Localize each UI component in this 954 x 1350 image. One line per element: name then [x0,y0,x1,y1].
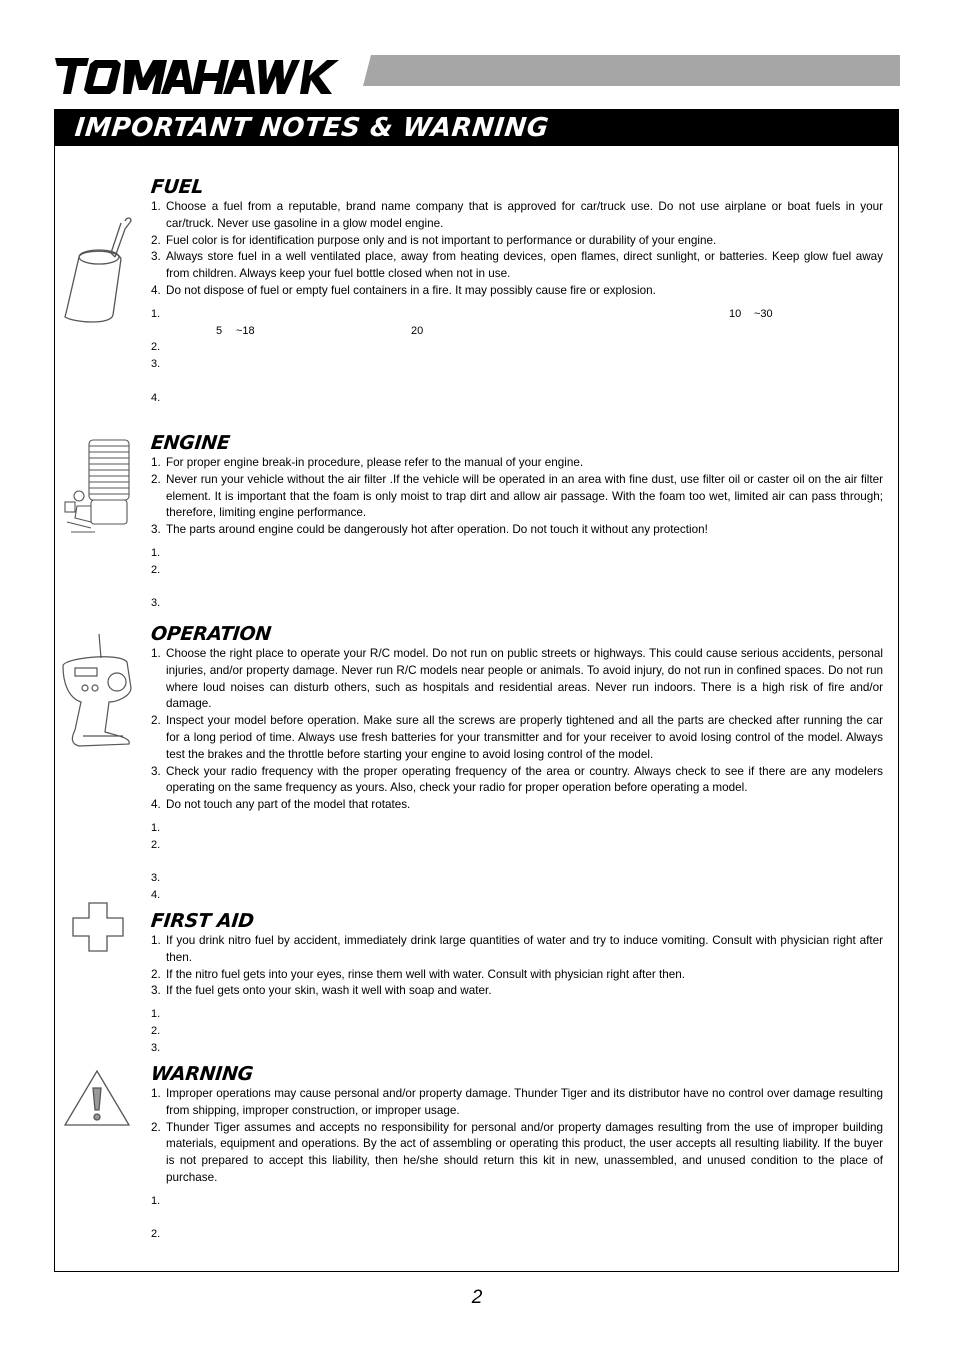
list-item: 2. Inspect your model before operation. Make sure all the screws are properly tightened and all the parts are checked after running the car for a long period of time. Always use fresh batteries for your transmitter and for your receiver to avoid losing control of the model. Always test the brakes and the throttle before starting your engine to avoid losing control of the model. [151,714,883,761]
list-item: 1. If you drink nitro fuel by accident, immediately drink large quantities of water and try to induce vomiting. Consult with physician right after then. [151,934,883,964]
section-title-first-aid: FIRST AID [149,910,255,932]
warning-list [151,1086,883,1187]
tomahawk-logo [55,52,347,98]
list-item: 2. Fuel color is for identification purpose only and is not important to performance or durability of your engine. [151,233,717,247]
warning-triangle-icon [63,1068,131,1128]
list-item: 3. The parts around engine could be dangerously hot after operation. Do not touch it without any protection! [151,523,708,537]
list-item: 2. Never run your vehicle without the air filter .If the vehicle will be operated in an area with fine dust, use filter oil or caster oil on the air filter element. It is important that the foam is only moist to trap dirt and allow air passage. With the foam too wet, limited air can pass through; therefore, limiting engine performance. [151,472,883,520]
page-number: 2 [471,1287,483,1308]
list-item: 3. Check your radio frequency with the proper operating frequency of the area or country. Always check to see if there are any modelers operating on the same frequency as yours. Also, check your radio for proper operation before operating a model. [151,764,883,795]
list-item: 1. Choose a fuel from a reputable, brand name company that is approved for car/truck use. Do not use airplane or boat fuels in your car/truck. Never use gasoline in a glow model engine. [151,200,883,230]
section-operation [151,623,883,904]
section-fuel [151,176,883,407]
list-item: 3. Always store fuel in a well ventilated place, away from heating devices, open flames, direct sunlight, or batteries. Keep glow fuel away from children. Always keep your fuel bottle closed when not in use. [151,250,883,281]
notes-frame [54,109,899,1272]
engine-icon [61,436,133,540]
section-title-operation: OPERATION [149,623,273,645]
engine-zh-list: 1. 2. 3. [151,546,161,610]
first-aid-cross-icon [71,901,125,953]
first-aid-list [151,933,883,1000]
fuel-list [151,199,883,300]
section-title-engine: ENGINE [149,432,231,454]
section-engine [151,432,883,612]
fuel-bottle-icon [61,213,133,328]
list-item: 2. Thunder Tiger assumes and accepts no responsibility for personal and/or property damages resulting from the use of improper building materials, equipment and operations. By the act of assembling or operating this product, the user accepts all resulting liability. If the buyer is not prepared to accept this liability, then he/she should return this kit in new, unassembled, and unused condition to the place of purchase. [151,1120,883,1184]
first-aid-zh-list: 1. 2. 3. [151,1008,161,1054]
section-title-warning: WARNING [149,1063,255,1085]
page-title: IMPORTANT NOTES & WARNING [73,113,551,143]
radio-transmitter-icon [59,632,135,750]
section-warning [151,1063,883,1243]
list-item: 1. Choose the right place to operate your R/C model. Do not run on public streets or highways. This could cause serious accidents, personal injuries, and/or property damage. Never run R/C models near people or animals. To avoid injury, do not run in confined spaces. Do not run where loud noises can disturb others, such as hospitals and residential areas. Never run indoors. There is a high risk of fire and/or damage. [151,647,883,711]
title-band [55,110,898,146]
list-item: 4. Do not dispose of fuel or empty fuel containers in a fire. It may possibly cause fire or explosion. [151,283,656,297]
section-first-aid [151,910,883,1057]
fuel-zh-list: 1. 10 ~30 5 ~18 20 2. 3. 4. [151,307,773,404]
operation-zh-list: 1. 2. 3. 4. [151,821,161,902]
list-item: 2. If the nitro fuel gets into your eyes, rinse them well with water. Consult with physician right after then. [151,967,686,981]
list-item: 1. For proper engine break-in procedure, please refer to the manual of your engine. [151,456,584,469]
header-bar [363,55,900,86]
warning-zh-list: 1. 2. [151,1194,161,1241]
list-item: 3. If the fuel gets onto your skin, wash it well with soap and water. [151,984,492,998]
list-item: 4. Do not touch any part of the model that rotates. [151,798,411,812]
operation-list [151,646,883,814]
engine-list [151,455,883,539]
list-item: 1. Improper operations may cause personal and/or property damage. Thunder Tiger and its distributor have no control over damage resulting from shipping, improper construction, or improper usage. [151,1087,883,1117]
section-title-fuel: FUEL [149,176,205,198]
